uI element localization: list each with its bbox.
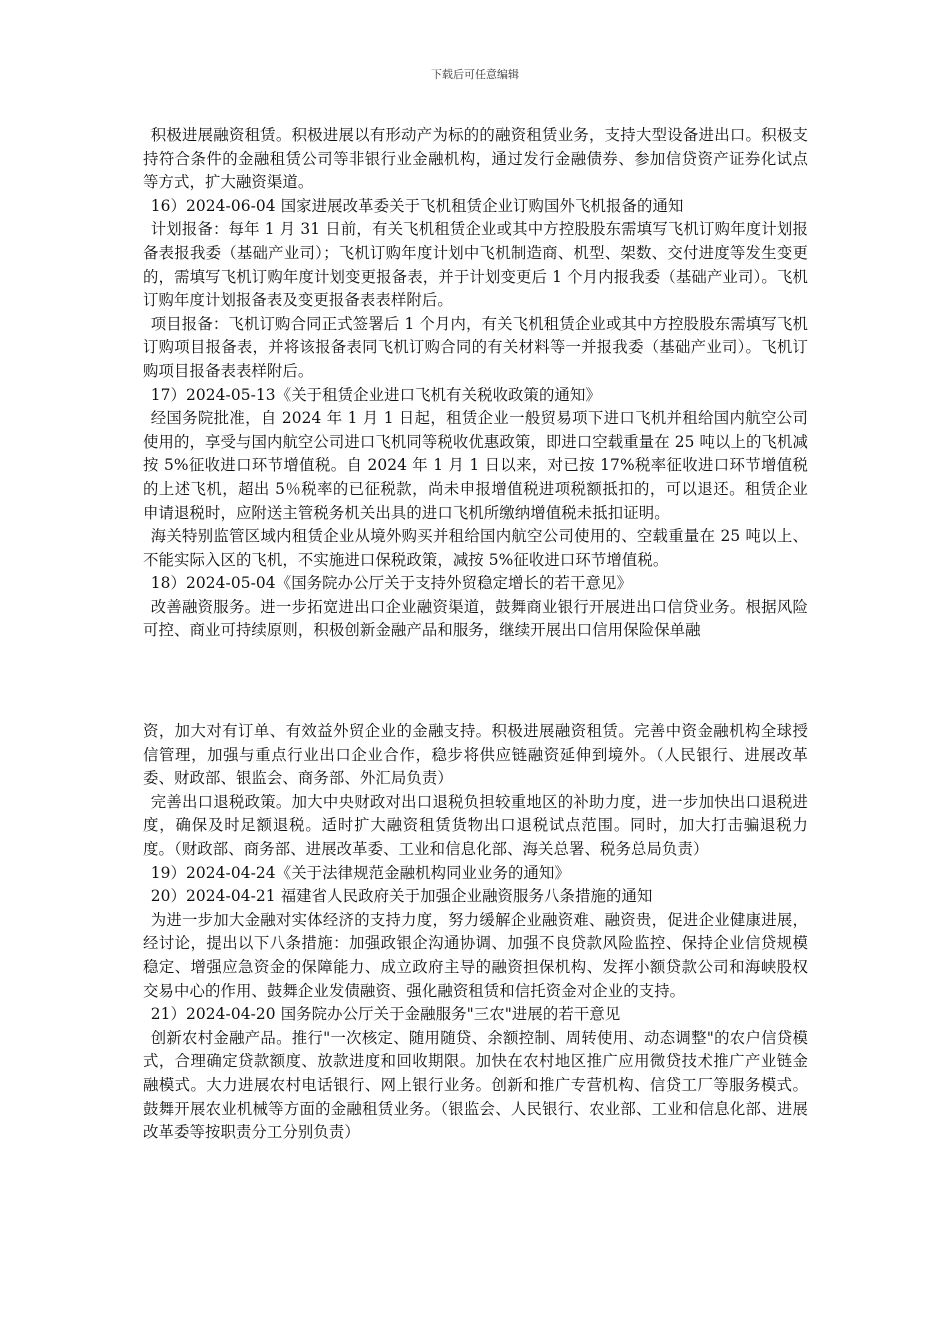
paragraph-financial-leasing: 积极进展融资租赁。积极进展以有形动产为标的的融资租赁业务，支持大型设备进出口。积极支持符合条件的金融租赁公司等非银行业金融机构，通过发行金融债券、参加信贷资产证券化试点等方式，扩大融资渠道。 [143,126,808,192]
paragraph-financing-continued: 资，加大对有订单、有效益外贸企业的金融支持。积极进展融资租赁。完善中资金融机构全球授信管理，加强与重点行业出口企业合作，稳步将供应链融资延伸到境外。（人民银行、进展改革委、财政部、银监会、商务部、外汇局负责） [143,722,808,788]
heading-item-20: 20）2024-04-21 福建省人民政府关于加强企业融资服务八条措施的通知 [150,887,653,906]
heading-item-19: 19）2024-04-24《关于法律规范金融机构同业业务的通知》 [150,863,571,882]
heading-item-18: 18）2024-05-04《国务院办公厅关于支持外贸稳定增长的若干意见》 [150,574,632,593]
paragraph-project-report: 项目报备：飞机订购合同正式签署后 1 个月内，有关飞机租赁企业或其中方控股股东需填写飞机订购项目报备表，并将该报备表同飞机订购合同的有关材料等一并报我委（基础产业司）。飞机订购项目报备表表样附后。 [143,314,808,380]
paragraph-export-rebate: 完善出口退税政策。加大中央财政对出口退税负担较重地区的补助力度，进一步加快出口退税进度，确保及时足额退税。适时扩大融资租赁货物出口退税试点范围。同时，加大打击骗退税力度。（财政部、商务部、进展改革委、工业和信息化部、海关总署、税务总局负责） [143,792,808,858]
paragraph-financing-service: 改善融资服务。进一步拓宽进出口企业融资渠道，鼓舞商业银行开展进出口信贷业务。根据风险可控、商业可持续原则，积极创新金融产品和服务，继续开展出口信用保险保单融 [143,597,808,640]
document-body-top [143,124,808,643]
document-body-bottom [143,720,808,1145]
paragraph-rural-finance: 创新农村金融产品。推行"一次核定、随用随贷、余额控制、周转使用、动态调整"的农户信贷模式，合理确定贷款额度、放款进度和回收期限。加快在农村地区推广应用微贷技术推广产业链金融模式。大力进展农村电话银行、网上银行业务。创新和推广专营机构、信贷工厂等服务模式。鼓舞开展农业机械等方面的金融租赁业务。（银监会、人民银行、农业部、工业和信息化部、进展改革委等按职责分工分别负责） [143,1028,808,1142]
paragraph-tax-policy: 经国务院批准，自 2024 年 1 月 1 日起，租赁企业一般贸易项下进口飞机并租给国内航空公司使用的，享受与国内航空公司进口飞机同等税收优惠政策，即进口空载重量在 25 吨以上的飞机减按 5%征收进口环节增值税。自 2024 年 1 月 1 日以来，对已按 17%税率征收进口环节增值税的上述飞机，超出 5％税率的已征税款，尚未申报增值税进项税额抵扣的，可以退还。租赁企业申请退税时，应附送主管税务机关出具的进口飞机所缴纳增值税未抵扣证明。 [143,409,808,522]
paragraph-plan-report: 计划报备：每年 1 月 31 日前，有关飞机租赁企业或其中方控股股东需填写飞机订购年度计划报备表报我委（基础产业司）；飞机订购年度计划中飞机制造商、机型、架数、交付进度等发生变更的，需填写飞机订购年度计划变更报备表，并于计划变更后 1 个月内报我委（基础产业司）。飞机订购年度计划报备表及变更报备表表样附后。 [143,220,808,310]
heading-item-16: 16）2024-06-04 国家进展改革委关于飞机租赁企业订购国外飞机报备的通知 [150,196,684,215]
paragraph-customs-zone: 海关特别监管区域内租赁企业从境外购买并租给国内航空公司使用的、空载重量在 25 吨以上、不能实际入区的飞机，不实施进口保税政策，减按 5%征收进口环节增值税。 [143,527,808,569]
heading-item-21: 21）2024-04-20 国务院办公厅关于金融服务"三农"进展的若干意见 [150,1005,621,1024]
heading-item-17: 17）2024-05-13《关于租赁企业进口飞机有关税收政策的通知》 [150,385,602,404]
page-header: 下载后可任意编辑 [431,68,519,81]
paragraph-fujian-measures: 为进一步加大金融对实体经济的支持力度，努力缓解企业融资难、融资贵，促进企业健康进展，经讨论，提出以下八条措施：加强政银企沟通协调、加强不良贷款风险监控、保持企业信贷规模稳定、增强应急资金的保障能力、成立政府主导的融资担保机构、发挥小额贷款公司和海峡股权交易中心的作用、鼓舞企业发债融资、强化融资租赁和信托资金对企业的支持。 [143,910,808,1000]
